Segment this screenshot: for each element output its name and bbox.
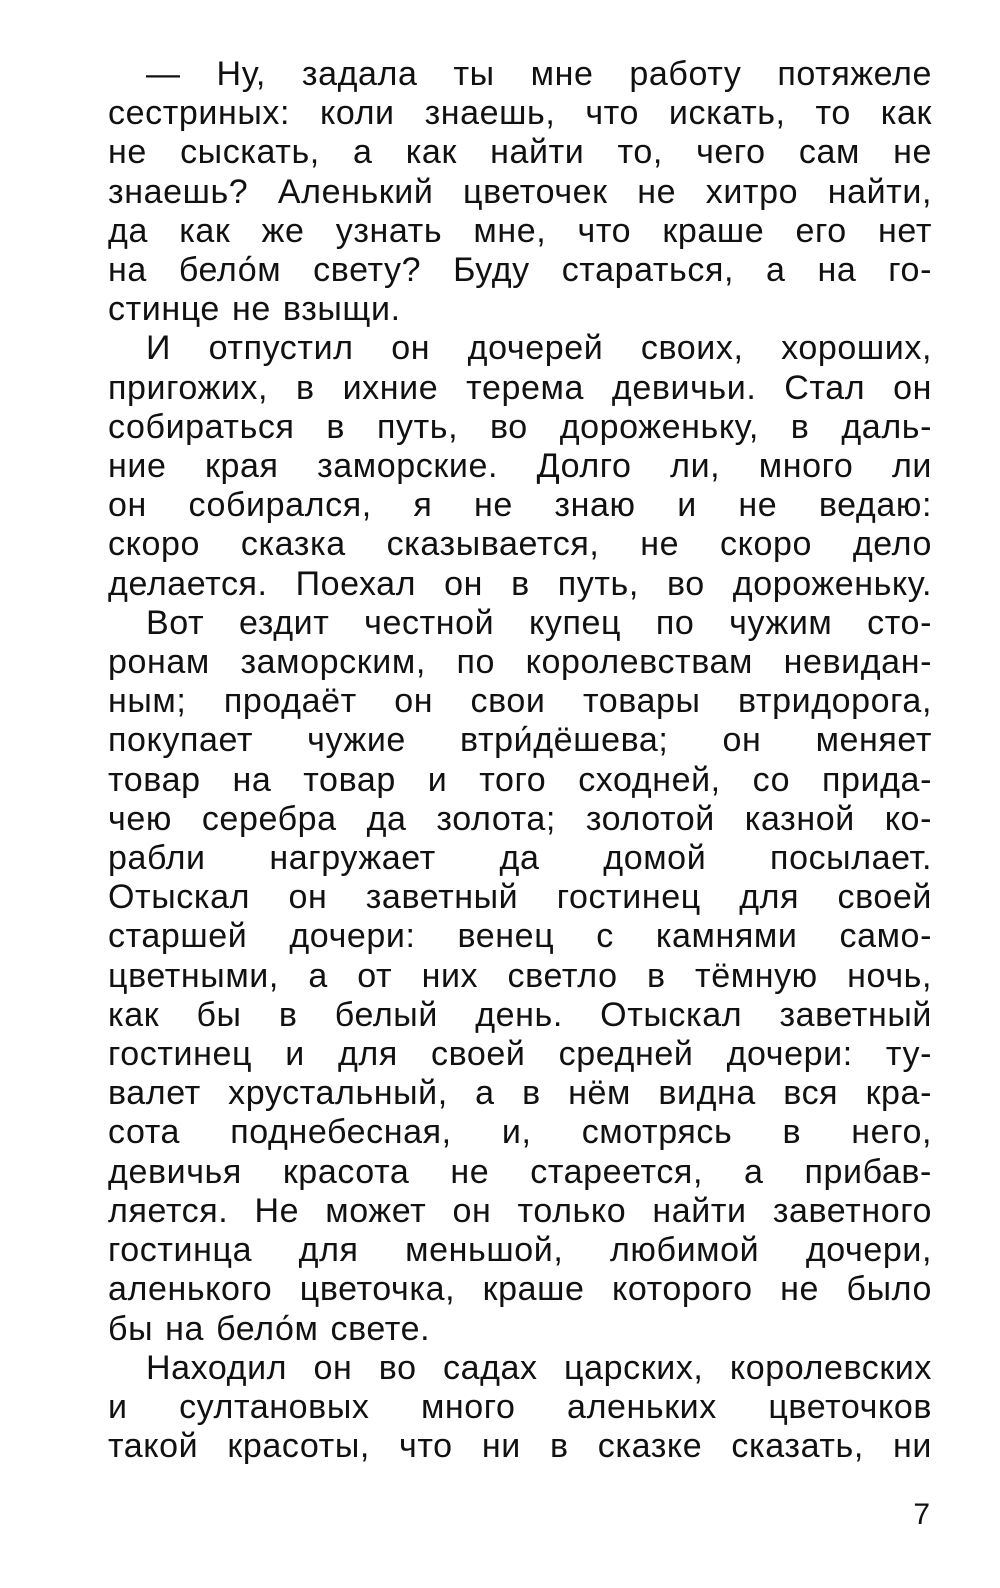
text-line: не сыскать, а как найти то, чего сам не — [108, 133, 932, 172]
page-number: 7 — [913, 1498, 930, 1531]
text-line: на бело́м свету? Буду стараться, а на го- — [108, 251, 932, 290]
text-line: ронам заморским, по королевствам невидан- — [108, 643, 932, 682]
text-line: сестриных: коли знаешь, что искать, то как — [108, 94, 932, 133]
text-line: ным; продаёт он свои товары втридорога, — [108, 682, 932, 721]
text-line: бы на бело́м свете. — [108, 1309, 431, 1348]
text-line: собираться в путь, во дороженьку, в даль- — [108, 407, 932, 446]
paragraph-3 — [70, 604, 932, 1349]
text-line: такой красоты, что ни в сказке сказать, ни — [108, 1427, 932, 1466]
text-line: — Ну, задала ты мне работу потяжеле — [146, 55, 932, 93]
text-line: покупает чужие втри́дёшева; он меняет — [108, 721, 932, 760]
paragraph-4 — [70, 1349, 932, 1467]
text-line: пригожих, в ихние терема девичьи. Стал он — [108, 368, 932, 407]
text-line: валет хрустальный, а в нём видна вся кра- — [108, 1074, 932, 1113]
text-line: скоро сказка сказывается, не скоро дело — [108, 525, 932, 564]
text-line: рабли нагружает да домой посылает. — [108, 839, 932, 878]
paragraph-1 — [70, 55, 932, 329]
text-line: Отыскал он заветный гостинец для своей — [108, 878, 932, 917]
text-line: И отпустил он дочерей своих, хороших, — [146, 329, 932, 368]
text-line: ляется. Не может он только найти заветного — [108, 1191, 932, 1230]
text-line: ние края заморские. Долго ли, много ли — [108, 447, 932, 486]
text-line: девичья красота не стареется, а прибав- — [108, 1152, 932, 1191]
text-line: стинце не взыщи. — [108, 290, 401, 329]
page-text — [70, 55, 932, 1466]
text-line: и султановых много аленьких цветочков — [108, 1387, 932, 1426]
text-line: гостинец и для своей средней дочери: ту- — [108, 1035, 932, 1074]
text-line: делается. Поехал он в путь, во дороженьку. — [108, 564, 932, 603]
text-line: гостинца для меньшой, любимой дочери, — [108, 1231, 932, 1270]
text-line: знаешь? Аленький цветочек не хитро найти, — [108, 172, 932, 211]
text-line: старшей дочери: венец с камнями само- — [108, 917, 932, 956]
text-line: Вот ездит честной купец по чужим сто- — [146, 603, 932, 642]
text-line: товар на товар и того сходней, со прида- — [108, 760, 932, 799]
text-line: чею серебра да золота; золотой казной ко- — [108, 799, 932, 838]
text-line: как бы в белый день. Отыскал заветный — [108, 995, 932, 1034]
text-line: Находил он во садах царских, королевских — [146, 1348, 932, 1387]
text-line: цветными, а от них светло в тёмную ночь, — [108, 956, 932, 995]
text-line: сота поднебесная, и, смотрясь в него, — [108, 1113, 932, 1152]
paragraph-2 — [70, 329, 932, 603]
text-line: он собирался, я не знаю и не ведаю: — [108, 486, 932, 525]
text-line: да как же узнать мне, что краше его нет — [108, 211, 932, 250]
text-line: аленького цветочка, краше которого не было — [108, 1270, 932, 1309]
